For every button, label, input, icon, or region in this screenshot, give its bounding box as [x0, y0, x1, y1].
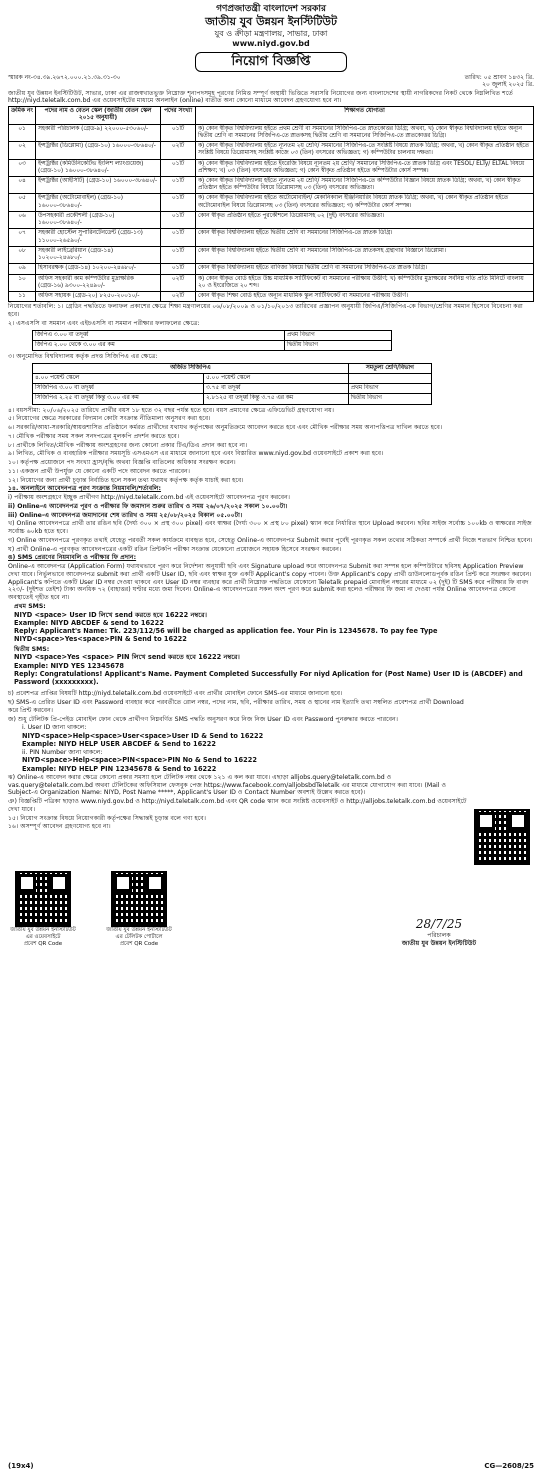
table-row	[33, 373, 432, 383]
side-qr-wrap	[474, 689, 534, 865]
count-cell: ০১টি	[161, 194, 196, 211]
conditions-list	[8, 407, 534, 485]
table-row	[9, 264, 534, 274]
posts-table	[8, 106, 534, 302]
col-serial: ক্রমিক নং	[9, 107, 36, 124]
qr-teletalk-block	[104, 871, 174, 948]
sms1-example: Example: NIYD ABCDEF & send to 16222	[14, 618, 164, 627]
ssc-gpa-table	[32, 330, 392, 351]
pin-command: NIYD<space>Help<space>PIN<space>PIN No & Send to 16222	[22, 756, 257, 765]
teletalk-portal-qr-code[interactable]	[111, 871, 167, 927]
col-post: পদের নাম ও বেতন স্কেল (জাতীয় বেতন স্কেল ২০১৫ অনুযায়ী)	[36, 107, 161, 124]
count-cell: ০১টি	[161, 177, 196, 194]
date-english: ২০ জুলাই ২০২৫ খ্রি.	[482, 81, 534, 89]
post-cell: হিসাবরক্ষক (গ্রেড-১৪) ১০২০০-২৪৬৮০/-	[36, 264, 161, 274]
condition-intro: নিয়োগের শর্তাবলি: ১। গ্রেডিং পদ্ধতিতে ফলাফল প্রকাশের ক্ষেত্রে শিক্ষা মন্ত্রণালয়ের ০৬/০৮/২০০৯ ও ০১/১০/২০১৩ তারিখের প্রজ্ঞাপন অনুযায়ী জিপিএ/সিজিপিএ-কে বিভাগ/শ্রেণির সমমান হিসেবে বিবেচনা করা হবে।	[8, 303, 523, 319]
recruitment-banner: নিয়োগ বিজ্ঞপ্তি	[195, 52, 347, 72]
website-qr-code[interactable]	[15, 871, 71, 927]
recovery-text	[8, 689, 468, 865]
col-count: পদের সংখ্যা	[161, 107, 196, 124]
table-row	[33, 363, 432, 373]
pin-example: Example: NIYD HELP PIN 12345678 & Send to 16222	[22, 764, 217, 773]
list-item: জ) শুধু টেলিটক প্রি-পেইড মোবাইল ফোন থেকে প্রার্থীগণ নিম্নবর্ণিত SMS পদ্ধতি অনুসরণ করে নিজ নিজ User ID এবং Password পুনরুদ্ধার করতে পারবেন।	[8, 715, 398, 723]
intro-text: জাতীয় যুব উন্নয়ন ইনস্টিটিউট, সাভার, ঢাকা এর রাজস্বখাতভুক্ত নিম্নোক্ত শূন্যপদসমূহ পূরণের নিমিত্ত সম্পূর্ণ অস্থায়ী ভিত্তিতে সরাসরি নিয়োগের জন্য বাংলাদেশের স্থায়ী নাগরিকদের নিকট থেকে নিম্নলিখিত শর্তে http://niyd.teletalk.com.bd এর ওয়েবসাইটের মাধ্যমে অনলাইন (online) ব্যতীত অন্য কোনো মাধ্যমে আবেদন গ্রহণযোগ্য হবে না।	[8, 89, 513, 105]
list-item: ঘ) প্রার্থী Online-এ পূরণকৃত আবেদনপত্রের একটি রঙিন প্রিন্টকপি পরীক্ষা সংক্রান্ত যেকোনো প্রয়োজনে সহায়ক হিসেবে সংরক্ষণ করবেন।	[8, 545, 342, 553]
institute-title: জাতীয় যুব উন্নয়ন ইনস্টিটিউট	[205, 15, 337, 29]
qualification-cell: কোন স্বীকৃত শিক্ষা বোর্ড হইতে অন্যূন মাধ্যমিক স্কুল সার্টিফিকেট বা সমমানের পরীক্ষায় উত্তীর্ণ।	[196, 292, 534, 302]
post-cell: ইন্সট্রাক্টর (ডিপ্লোমা) (গ্রেড-১০) ১৬০০০-৩৮৬৪০/-	[36, 142, 161, 159]
list-item: ১০। কর্তৃপক্ষ প্রয়োজনে পদ সংখ্যা হ্রাস/বৃদ্ধি অথবা বিজ্ঞপ্তি বাতিলের অধিকার সংরক্ষণ করেন।	[8, 459, 236, 467]
recovery-block	[8, 689, 534, 865]
serial-cell: ০১	[9, 124, 36, 141]
list-item: চ) প্রবেশপত্র প্রাপ্তির বিষয়টি http://niyd.teletalk.com.bd ওয়েবসাইটে এবং প্রার্থীর মোবাইল ফোনে SMS-এর মাধ্যমে জানানো হবে।	[8, 690, 343, 698]
post-cell: অফিস সহকারী কাম কম্পিউটার মুদ্রাক্ষরিক (গ্রেড-১৬) ৯৩০০-২২৪৯০/-	[36, 274, 161, 291]
univ-title: ৩। অনুমোদিত বিশ্ববিদ্যালয় কর্তৃক প্রদত্ত সিজিপিএ এর ক্ষেত্রে:	[8, 353, 158, 360]
ministry-line: যুব ও ক্রীড়া মন্ত্রণালয়, সাভার, ঢাকা	[214, 29, 328, 38]
list-item: i) পরীক্ষায় অংশগ্রহণে ইচ্ছুক প্রার্থীগণ http://niyd.teletalk.com.bd এই ওয়েবসাইটে আবেদনপত্র পূরণ করবেন।	[8, 494, 291, 502]
qualification-cell: কোন স্বীকৃত বিশ্ববিদ্যালয় হইতে দ্বিতীয় শ্রেণি বা সমমানের সিজিপিএ-তে স্নাতকসহ গ্রন্থাগার বিজ্ঞানে ডিপ্লোমা।	[196, 246, 534, 263]
table-cell: জিপিএ ৩.০০ বা তদূর্ধ্ব	[33, 330, 285, 340]
col-qualification: শিক্ষাগত যোগ্যতা	[196, 107, 534, 124]
univ-cgpa-table	[32, 363, 432, 405]
qualification-cell: ক) কোন স্বীকৃত বিশ্ববিদ্যালয় হইতে অটোমোবাইল/ মেকানিক্যাল ইঞ্জিনিয়ারিং বিষয়ে স্নাতক ডিগ্রি; অথবা, খ) কোন স্বীকৃত প্রতিষ্ঠান হইতে অটোমোবাইল বিষয়ে ডিপ্লোমাসহ ০৩ (তিন) বৎসরের অভিজ্ঞতা; গ) কম্পিউটার কোর্স সম্পন্ন।	[196, 194, 534, 211]
table-cell: সিজিপিএ ২.২৫ বা তদূর্ধ্ব কিন্তু ৩.০০ এর কম	[33, 394, 204, 404]
table-row	[33, 340, 392, 350]
recovery-commands	[22, 724, 468, 772]
qualification-cell: ক) কোন স্বীকৃত বোর্ড হইতে উচ্চ মাধ্যমিক সার্টিফিকেট বা সমমানের পরীক্ষায় উত্তীর্ণ; খ) কম্পিউটার মুদ্রাক্ষরের সর্বনিম্ন গতি প্রতি মিনিটে বাংলায় ২০ ও ইংরেজিতে ২০ শব্দ।	[196, 274, 534, 291]
table-cell: জিপিএ ২.০০ থেকে ৩.০০ এর কম	[33, 340, 285, 350]
serial-cell: ০৬	[9, 211, 36, 228]
date-block	[465, 74, 534, 88]
online-section-title: ১৪. অনলাইনে আবেদনপত্র পূরণ সংক্রান্ত নিয়মাবলি/শর্তাবলি:	[8, 485, 161, 493]
count-cell: ০১টি	[161, 211, 196, 228]
reference-row	[8, 74, 534, 88]
table-row	[9, 177, 534, 194]
post-cell: সহকারী পরিচালক (গ্রেড-৯) ২২০০০-৫৩০৬০/-	[36, 124, 161, 141]
table-row	[9, 292, 534, 302]
list-item: ৬। সরকারি/আধা-সরকারি/স্বায়ত্তশাসিত প্রতিষ্ঠানে কর্মরত প্রার্থীদের যথাযথ কর্তৃপক্ষের অনুমতিক্রমে আবেদন করতে হবে এবং মৌখিক পরীক্ষার সময় অনাপত্তিপত্র দাখিল করতে হবে।	[8, 424, 443, 432]
qr-caption: এর ওয়েবসাইটে	[25, 934, 61, 941]
qualification-cell: ক) কোন স্বীকৃত বিশ্ববিদ্যালয় হইতে প্রথম শ্রেণী বা সমমানের সিজিপিএ-তে স্নাতকোত্তর ডিগ্রি; অথবা, খ) কোন স্বীকৃত বিশ্ববিদ্যালয় হইতে অন্যূন দ্বিতীয় শ্রেণি বা সমমানের সিজিপিএ-তে স্নাতকসহ দ্বিতীয় শ্রেণি বা সমমানের সিজিপিএ-তে স্নাতকোত্তর ডিগ্রি।	[196, 124, 534, 141]
sms2-reply: Reply: Congratulations! Applicant's Name. Payment Completed Successfully For niyd Aplication for (Post Name) User ID is (ABCDEF) and Password (xxxxxxxxx).	[14, 669, 523, 687]
signatory-role: পরিচালক	[427, 932, 451, 940]
count-cell: ০১টি	[161, 229, 196, 246]
list-item: iii) Online-এ আবেদনপত্র জমাদানের শেষ তারিখ ও সময় ২৫/০৮/২০২৫ বিকাল ০৫.০০টা।	[8, 511, 243, 519]
qualification-cell: কোন স্বীকৃত বিশ্ববিদ্যালয় হইতে দ্বিতীয় শ্রেণি বা সমমানের সিজিপিএ-তে স্নাতক ডিগ্রি।	[196, 229, 534, 246]
qualification-cell: কোন স্বীকৃত প্রতিষ্ঠান হইতে পুরকৌশলে ডিপ্লোমাসহ ০২ (দুই) বৎসরের অভিজ্ঞতা।	[196, 211, 534, 228]
sms1-command: NIYD <space> User ID লিখে send করতে হবে 16222 নম্বরে।	[14, 610, 207, 619]
serial-cell: ০৫	[9, 194, 36, 211]
posts-table-header	[9, 107, 534, 124]
qr-caption: প্রবেশ QR Code	[119, 941, 159, 948]
bottom-block	[8, 871, 534, 948]
date-bangla: ০৫ শ্রাবণ ১৪৩২ খ্রি.	[483, 74, 534, 82]
list-item: ১৫। নিয়োগ সংক্রান্ত বিষয়ে নিয়োগকারী কর্তৃপক্ষের সিদ্ধান্তই চূড়ান্ত বলে গণ্য হবে।	[8, 814, 206, 822]
count-cell: ০২টি	[161, 142, 196, 159]
post-cell: অফিস সহায়ক (গ্রেড-২০) ৮২৫০-২০০১০/-	[36, 292, 161, 302]
signature-block	[364, 917, 514, 948]
list-item: ৯। লিখিত, মৌখিক ও ব্যবহারিক পরীক্ষার সময়সূচি এসএমএস এর মাধ্যমে জানানো হবে এবং বিস্তারিত www.niyd.gov.bd ওয়েবসাইটে প্রকাশ করা হবে।	[8, 450, 384, 458]
table-cell: প্রথম বিভাগ	[284, 330, 391, 340]
list-item: ii) Online-এ আবেদনপত্র পূরণ ও পরীক্ষার ফি জমাদান শুরুর তারিখ ও সময় ২৬/০৭/২০২৫ সকাল ১০.০০টা।	[8, 502, 288, 510]
table-cell: দ্বিতীয় বিভাগ	[348, 394, 431, 404]
table-cell: ৪.০০ পয়েন্ট স্কেলে	[33, 373, 204, 383]
pin-label: ii. PIN Number জানা থাকলে:	[22, 748, 103, 756]
memo-number: স্মারক নং-৩৪.৩৯.২৬৭২.০০০.২১.৩৯.৩১-৩০	[8, 74, 121, 82]
contact-text: ঝ) Online-এ আবেদন করার ক্ষেত্রে কোনো প্রকার সমস্যা হলে টেলিটক নম্বর থেকে ১২১ এ কল করা যাবে। এছাড়া alljobs.query@teletalk.com.bd ও vas.query@teletalk.com.bd অথবা টেলিটকের অফিসিয়াল ফেসবুক পেজ https://www.facebook.com/alljobsbdTeletalk এর মাধ্যমে যোগাযোগ করা যাবে। (Mail ও Subject-এ Organization Name: NIYD, Post Name *****, Applicant's User ID ও Contact Number অবশ্যই উল্লেখ করতে হবে)।	[8, 773, 447, 797]
list-item: ৪। বয়সসীমা: ২০/০৬/২০২৫ তারিখে প্রার্থীর বয়স ১৮ হতে ৩২ বছর পর্যন্ত হতে হবে। বয়স প্রমাণের ক্ষেত্রে এফিডেভিট গ্রহণযোগ্য নয়।	[8, 406, 334, 414]
list-item: খ) Online আবেদনপত্রে প্রার্থী তার রঙিন ছবি (দৈর্ঘ্য ৩০০ × প্রস্থ ৩০০ pixel) এবং স্বাক্ষর (দৈর্ঘ্য ৩০০ × প্রস্থ ৮০ pixel) স্ক্যান করে নির্ধারিত স্থানে Upload করবেন। ছবির সাইজ সর্বোচ্চ ১০০kb ও স্বাক্ষরের সাইজ সর্বোচ্চ ৬০kb হতে হবে।	[8, 520, 532, 536]
count-cell: ০২টি	[161, 292, 196, 302]
posts-table-body	[9, 124, 534, 302]
table-cell: প্রথম বিভাগ	[348, 384, 431, 394]
sms-instructions: Online-এ আবেদনপত্র (Application Form) যথাযথভাবে পূরণ করে নির্দেশনা অনুযায়ী ছবি এবং Signature upload করে আবেদনপত্র Submit করা সম্পন্ন হলে কম্পিউটারে ছবিসহ Application Preview দেখা যাবে। নির্ভুলভাবে আবেদনপত্র submit করা প্রার্থী একটি User ID, ছবি এবং স্বাক্ষর যুক্ত একটি Applicant's copy পাবেন। উক্ত Applicant's copy প্রার্থী ডাউনলোডপূর্বক রঙিন প্রিন্ট করে সংরক্ষণ করবেন। Applicant's কপিতে একটি User ID নম্বর দেওয়া থাকবে এবং User ID নম্বর ব্যবহার করে প্রার্থী নিম্নোক্ত পদ্ধতিতে যেকোনো Teletalk prepaid মোবাইল নম্বরের মাধ্যমে ০২ (দুই) টি SMS করে পরীক্ষার ফি বাবদ ২২৩/- (দুইশত তেইশ) টাকা অনধিক ৭২ (বাহাত্তর) ঘণ্টার মধ্যে জমা দিবেন। Online-এ আবেদনপত্রের সকল অংশ পূরণ করে submit করা হলেও পরীক্ষার ফি জমা না দেওয়া পর্যন্ত Online আবেদনপত্র কোনো অবস্থাতেই গৃহীত হবে না।	[8, 563, 532, 602]
table-cell: দ্বিতীয় বিভাগ	[284, 340, 391, 350]
govt-title: গণপ্রজাতন্ত্রী বাংলাদেশ সরকার	[216, 4, 326, 14]
qr-caption: এর টেলিটক পোর্টালে	[115, 934, 163, 941]
table-row	[9, 246, 534, 263]
table-header-cell: অর্জিত সিজিপিএ	[33, 363, 349, 373]
serial-cell: ১০	[9, 274, 36, 291]
post-cell: ইন্সট্রাক্টর (কমিউনিকেটিভ ইংলিশ ল্যাংগুয়েজ) (গ্রেড-১০) ১৬০০০-৩৮৬৪০/-	[36, 159, 161, 176]
table-row	[9, 274, 534, 291]
notice-text: ঞ) বিজ্ঞপ্তিটি পত্রিকা ছাড়াও www.niyd.gov.bd ও http://niyd.teletalk.com.bd এবং QR code স্ক্যান করে সংশ্লিষ্ট ওয়েবসাইট ও http://alljobs.teletalk.com.bd ওয়েবসাইটে দেখা যাবে।	[8, 798, 467, 813]
count-cell: ০১টি	[161, 124, 196, 141]
count-cell: ০১টি	[161, 264, 196, 274]
sms2-block	[14, 646, 534, 687]
qualification-cell: কোন স্বীকৃত বিশ্ববিদ্যালয় হইতে বাণিজ্য বিষয়ে দ্বিতীয় শ্রেণি বা সমমানের সিজিপিএ-তে স্নাতক ডিগ্রি।	[196, 264, 534, 274]
signatory-org: জাতীয় যুব উন্নয়ন ইনস্টিটিউট	[401, 940, 477, 948]
list-item: গ) Online আবেদনপত্রে পূরণকৃত তথ্যই যেহেতু পরবর্তী সকল কার্যক্রমে ব্যবহৃত হবে, সেহেতু Online-এ আবেদনপত্র Submit করার পূর্বেই পূরণকৃত সকল তথ্যের সঠিকতা সম্পর্কে প্রার্থী নিজে শতভাগ নিশ্চিত হবেন।	[8, 536, 533, 544]
post-cell: ইন্সট্রাক্টর (অটোমোবাইল) (গ্রেড-১০) ১৬০০০-৩৮৬৪০/-	[36, 194, 161, 211]
sms1-block	[14, 603, 534, 644]
list-item: ১৬। অসম্পূর্ণ আবেদন গ্রহণযোগ্য হবে না।	[8, 823, 111, 831]
table-row	[9, 211, 534, 228]
list-item: ৭। মৌখিক পরীক্ষার সময় সকল সনদপত্রের মূলকপি প্রদর্শন করতে হবে।	[8, 432, 180, 440]
sms1-title: প্রথম SMS:	[14, 602, 46, 610]
qr-caption: প্রবেশ QR Code	[23, 941, 63, 948]
page-footer	[8, 1462, 534, 1471]
table-row	[9, 142, 534, 159]
serial-cell: ০৭	[9, 229, 36, 246]
ad-size: (19x4)	[8, 1462, 34, 1471]
header	[8, 4, 534, 72]
user-id-example: Example: NIYD HELP USER ABCDEF & Send to 16222	[22, 740, 216, 749]
table-cell: ২.৮১২৫ বা তদূর্ধ্ব কিন্তু ৩.৭৫ এর কম	[203, 394, 348, 404]
table-row	[33, 330, 392, 340]
post-cell: সহকারী লাইব্রেরিয়ান (গ্রেড-১৪) ১০২০০-২৪৬৮০/-	[36, 246, 161, 263]
sms1-reply: Reply: Applicant's Name: Tk. 223/112/56 will be charged as application fee. Your Pin is 12345678. To pay fee Type NIYD<space>Yes<space>PIN & Send to 16222	[14, 627, 438, 644]
qr-codes	[8, 871, 174, 948]
ad-code: CG—2608/25	[484, 1462, 534, 1471]
teletalk-qr-code[interactable]	[474, 809, 530, 865]
qr-website-block	[8, 871, 78, 948]
user-id-command: NIYD<space>Help<space>User<space>User ID & Send to 16222	[22, 732, 264, 741]
serial-cell: ০৩	[9, 159, 36, 176]
count-cell: ০১টি	[161, 246, 196, 263]
post-cell: উপসহকারী প্রকৌশলী (গ্রেড-১০) ১৬০০০-৩৮৬৪০/-	[36, 211, 161, 228]
table-cell: সিজিপিএ ৩.০০ বা তদূর্ধ্ব	[33, 384, 204, 394]
list-item: ১১। একজন প্রার্থী উপর্যুক্ত যে কোনো একটি পদে আবেদন করতে পারবেন।	[8, 467, 190, 475]
table-row	[33, 394, 432, 404]
qr-caption: জাতীয় যুব উন্নয়ন ইনস্টিটিউট	[106, 927, 172, 934]
qualification-cell: ক) কোন স্বীকৃত বিশ্ববিদ্যালয় হইতে ন্যূনতম ২য় শ্রেণি/ সমমানের সিজিপিএ-তে কম্পিউটার বিজ্ঞান বিষয়ে স্নাতক ডিগ্রি; অথবা, খ) কোন স্বীকৃত প্রতিষ্ঠান হইতে কম্পিউটার বিষয়ে ডিপ্লোমাসহ ০৩ (তিন) বৎসরের অভিজ্ঞতা।	[196, 177, 534, 194]
website-line: www.niyd.gov.bd	[232, 39, 310, 48]
table-row	[9, 159, 534, 176]
count-cell: ০১টি	[161, 159, 196, 176]
qualification-cell: ক) কোন স্বীকৃত বিশ্ববিদ্যালয় হইতে ন্যূনতম ২য় শ্রেণি/ সমমানের সিজিপিএ-তে সংশ্লিষ্ট বিষয়ে স্নাতক ডিগ্রি; অথবা, খ) কোন স্বীকৃত প্রতিষ্ঠান হইতে সংশ্লিষ্ট বিষয়ে ডিপ্লোমাসহ সংশ্লিষ্ট কাজে ০৩ (তিন) বৎসরের অভিজ্ঞতা; গ) কম্পিউটার চালনায় দক্ষতা।	[196, 142, 534, 159]
serial-cell: ০৪	[9, 177, 36, 194]
online-list	[8, 494, 534, 553]
table-row	[9, 229, 534, 246]
serial-cell: ১১	[9, 292, 36, 302]
list-item: ছ) SMS-এ প্রেরিত User ID এবং Password ব্যবহার করে পরবর্তীতে রোল নম্বর, পদের নাম, ছবি, পরীক্ষার তারিখ, সময় ও স্থানের নাম ইত্যাদি তথ্য সম্বলিত প্রবেশপত্র প্রার্থী Download করে প্রিন্ট করবেন।	[8, 699, 464, 714]
qr-caption: জাতীয় যুব উন্নয়ন ইনস্টিটিউট	[10, 927, 76, 934]
serial-cell: ০২	[9, 142, 36, 159]
table-cell: ৩.৭৫ বা তদূর্ধ্ব	[203, 384, 348, 394]
table-row	[9, 194, 534, 211]
user-id-label: i. User ID জানা থাকলে:	[22, 724, 87, 732]
sms-section-title: ঙ) SMS প্রেরণের নিয়মাবলি ও পরীক্ষার ফি প্রদান:	[8, 554, 137, 562]
signature: 28/7/25	[415, 917, 463, 932]
sms2-title: দ্বিতীয় SMS:	[14, 645, 50, 653]
sms2-command: NIYD <space>Yes <space> PIN লিখে send করতে হবে 16222 নম্বরে।	[14, 653, 240, 662]
post-cell: ইন্সট্রাক্টর (আইসিটি) (গ্রেড-১০) ১৬০০০-৩৮৬৪০/-	[36, 177, 161, 194]
list-item: ১২। নিয়োগের জন্য প্রার্থী চূড়ান্ত নির্বাচিত হলে সকল তথ্য যথাযথ কর্তৃপক্ষ কর্তৃক যাচাই করা হবে।	[8, 476, 244, 484]
table-cell	[348, 373, 431, 383]
list-item: ৮। প্রার্থীকে লিখিত/মৌখিক পরীক্ষায় অংশগ্রহণের জন্য কোনো প্রকার টিএ/ডিএ প্রদান করা হবে না।	[8, 441, 248, 449]
table-row	[33, 384, 432, 394]
table-row	[9, 124, 534, 141]
serial-cell: ০৮	[9, 246, 36, 263]
list-item: ৫। নিয়োগের ক্ষেত্রে সরকারের বিদ্যমান কোটা সংক্রান্ত নীতিমালা অনুসরণ করা হবে।	[8, 415, 211, 423]
count-cell: ০২টি	[161, 274, 196, 291]
table-cell: ৫.০০ পয়েন্ট স্কেলে	[203, 373, 348, 383]
qualification-cell: ক) কোন স্বীকৃত বিশ্ববিদ্যালয় হইতে ইংরেজি বিষয়ে ন্যূনতম ২য় শ্রেণি/ সমমানের সিজিপিএ-তে স্নাতক ডিগ্রি এবং TESOL/ ELTy/ ELTAL বিষয়ে প্রশিক্ষণ; খ) ০৩ (তিন) বৎসরের অভিজ্ঞতা; গ) কোন স্বীকৃত প্রতিষ্ঠান হইতে কম্পিউটার কোর্স সম্পন্ন।	[196, 159, 534, 176]
ssc-title: ২। এসএসসি বা সমমান এবং এইচএসসি বা সমমান পরীক্ষার ফলাফলের ক্ষেত্রে:	[8, 319, 200, 327]
date-label: তারিখ:	[464, 74, 482, 82]
sms2-example: Example: NIYD YES 12345678	[14, 661, 125, 670]
table-header-cell: সমতুল্য শ্রেণি/বিভাগ	[348, 363, 431, 373]
post-cell: সহকারী হোস্টেল সুপারিনটেনডেন্ট (গ্রেড-১৩) ১১০০০-২৬৫৯০/-	[36, 229, 161, 246]
serial-cell: ০৯	[9, 264, 36, 274]
